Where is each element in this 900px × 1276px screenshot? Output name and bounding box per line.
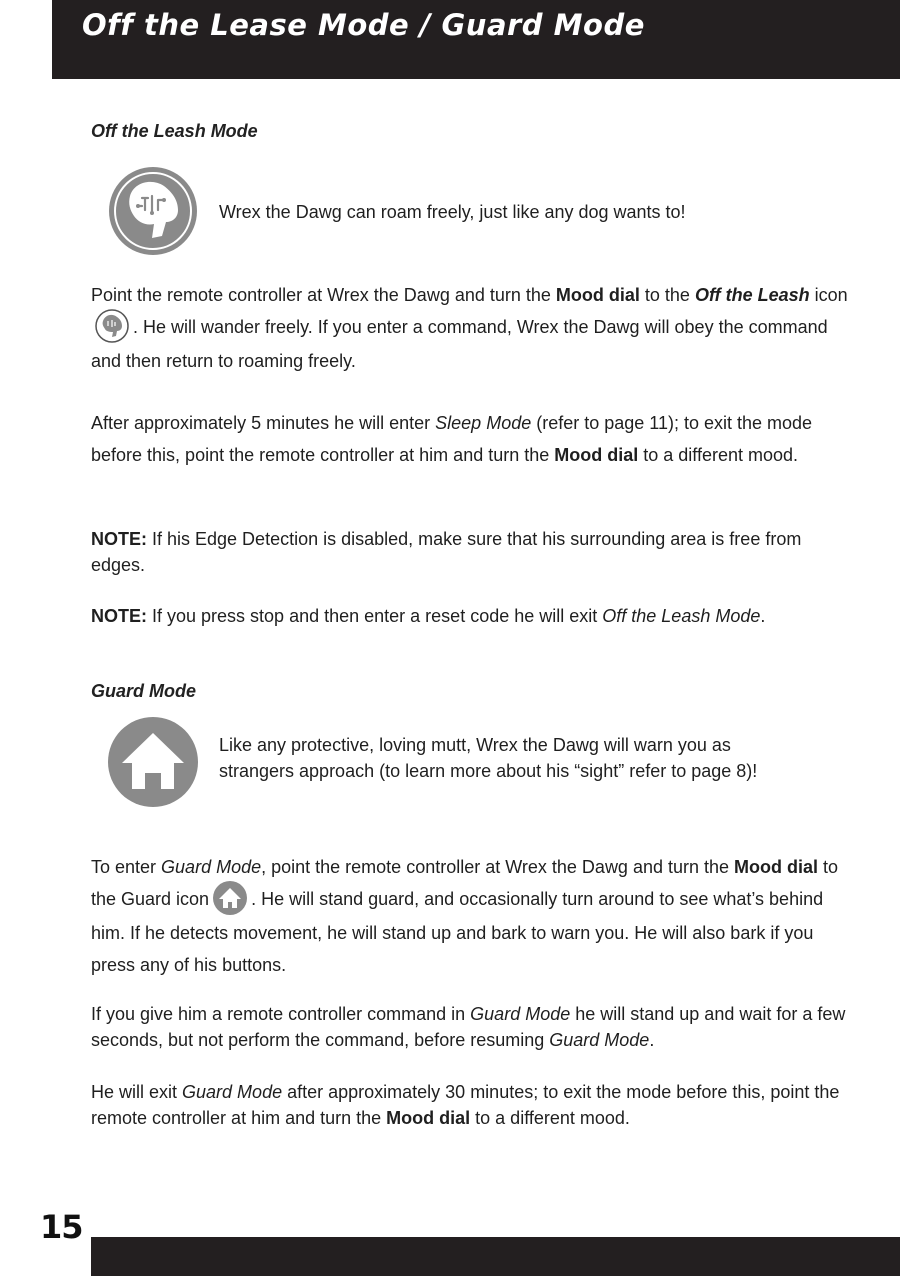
header-bar <box>52 0 900 79</box>
house-inline-icon <box>213 881 247 915</box>
page-title: Off the Lease Mode / Guard Mode <box>82 8 645 42</box>
dog-head-inline-icon <box>95 309 129 343</box>
guard-paragraph-2: If you give him a remote controller command in Guard Mode he will stand up and wait for a few seconds, but not perform the command, before resuming Guard Mode. <box>91 1004 846 1050</box>
off-leash-paragraph-1: Point the remote controller at Wrex the Dawg and turn the Mood dial to the Off the Leash icon. He will wander freely. If you enter a command, Wrex the Dawg will obey the command and then return to roaming freely. <box>91 285 848 372</box>
off-leash-heading: Off the Leash Mode <box>91 121 258 141</box>
guard-heading: Guard Mode <box>91 681 197 701</box>
house-icon <box>108 717 198 807</box>
guard-paragraph-1: To enter Guard Mode, point the remote controller at Wrex the Dawg and turn the Mood dial to the Guard icon . He will stand guard, and occasionally turn around to see what’s behind him. If he detects movement, he will stand up and bark to warn you. He will also bark if you press any of his buttons. <box>91 857 839 976</box>
edge-detection-note: NOTE: If his Edge Detection is disabled, make sure that his surrounding area is free from edges. <box>91 529 802 575</box>
off-leash-paragraph-2: After approximately 5 minutes he will enter Sleep Mode (refer to page 11); to exit the mode before this, point the remote controller at him and turn the Mood dial to a different mood. <box>91 413 813 465</box>
footer-bar <box>91 1237 900 1276</box>
off-leash-intro: Wrex the Dawg can roam freely, just like any dog wants to! <box>219 202 686 222</box>
guard-intro: Like any protective, loving mutt, Wrex the Dawg will warn you as strangers approach (to learn more about his “sight” refer to page 8)! <box>219 735 758 781</box>
page-number: 15 <box>40 1208 83 1246</box>
reset-code-note: NOTE: If you press stop and then enter a reset code he will exit Off the Leash Mode. <box>91 606 766 626</box>
guard-paragraph-3: He will exit Guard Mode after approximately 30 minutes; to exit the mode before this, point the remote controller at him and turn the Mood dial to a different mood. <box>91 1082 840 1128</box>
dog-head-icon <box>108 166 198 256</box>
